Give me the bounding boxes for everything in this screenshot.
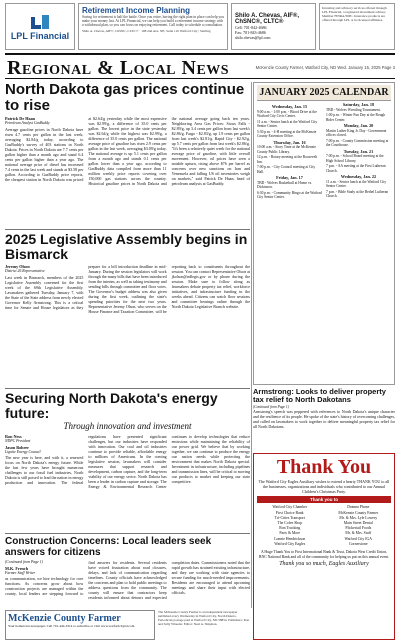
retirement-ad-title: Retirement Income Planning <box>82 6 191 15</box>
farmer-ad-name: McKenzie County Farmer <box>8 613 121 624</box>
construction-body: as communication, we hire technology for core functions. As concerns grow about how construction projects are managed within the county, local leaders are stepping forward to find answers for residents. Several residents have voiced frustration about road closures, delays, and lack of communication regarding timelines. County officials have acknowledged the concerns and plan to hold public meetings to address questions from the community. The county will ensure that contractors keep residents informed about detours and expected completion dates. Commissioners noted that the rapid growth has strained existing infrastructure, and they are working with state agencies to secure funding for much-needed improvements. Residents are encouraged to attend upcoming meetings and share their input with elected officials. <box>5 560 250 600</box>
calendar-event: Martin Luther King Jr. Day - Government offices closed. <box>326 128 387 137</box>
lpl-logo-icon <box>29 13 51 31</box>
farmer-ad-text: Your hometown newspaper. Call 701-444-3314 to subscribe or visit www.watfordcitynd.com <box>8 624 135 628</box>
calendar-event: 7:00 p.m. - City Council meeting at City Hall. <box>257 165 316 174</box>
divider <box>5 388 250 389</box>
sponsor-name: First Choice Bank <box>275 510 304 515</box>
calendar-day-heading: Wednesday, Jan. 22 <box>340 174 377 179</box>
thank-you-bar: Thank you to <box>257 496 391 503</box>
legislative-body-columns <box>5 264 250 385</box>
armstrong-cont: (Continued from Page 1) <box>253 405 289 409</box>
farmer-ad <box>5 610 155 640</box>
thank-you-list <box>257 505 391 547</box>
thank-you-title: Thank You <box>276 456 372 478</box>
gas-prices-byline: Patrick De Haan <box>5 116 36 121</box>
calendar-event: TBD - Wolves Basketball at Home vs. Dickinson. <box>257 180 313 189</box>
energy-byline-2: Jason Bohrer <box>5 444 30 450</box>
gas-prices-article <box>5 82 250 226</box>
divider <box>5 229 250 230</box>
lpl-logo <box>5 3 75 50</box>
energy-article <box>5 391 250 531</box>
armstrong-headline: Armstrong: Looks to deliver property tax relief to North Dakotans <box>253 388 386 404</box>
calendar-event: 11 a.m. - Senior lunch at the Watford City Senior Center. <box>257 119 318 128</box>
calendar-event: 11 a.m. - Senior lunch at the Watford City Senior Center. <box>326 179 387 188</box>
construction-body-columns <box>5 560 250 608</box>
calendar-event: 7:00 p.m. - School Board meeting at the High School Library. <box>326 154 384 163</box>
sponsor-name: Mr. & Mrs. Lyle Lowery <box>339 515 378 520</box>
advisor-phone: Cell: 701-842-4686 <box>235 25 267 30</box>
sponsor-name: Parts & More <box>279 531 301 536</box>
calendar-event: 7:00 p.m. - County Commission meeting at the Courthouse. <box>326 138 389 147</box>
section-header <box>5 53 395 79</box>
lpl-logo-text: LPL Financial <box>10 30 70 41</box>
energy-body: The new year is here, and with it, a renewed focus on North Dakota's energy future. While the last few years have brought numerous challenges to our fossil fuel industries, North Dakota is still poised to lead the nation in energy production and innovation. The federal regulations have presented significant challenges, but our industries have responded with innovation. Our coal and oil industries continue to provide reliable, affordable energy to millions of Americans. In the coming legislative session, lawmakers will consider measures that support research and development, carbon capture, and the long-term viability of our energy sector. North Dakota has been a leader in carbon capture and storage. The Energy & Environmental Research Center continues to develop technologies that reduce emissions while maintaining the reliability of our power grid. We believe that by working together, we can continue to produce the energy our nation needs while protecting the environment that makes North Dakota special. Investment in infrastructure, including pipelines and transmission lines, will be critical to moving our products to market and keeping our state competitive. <box>5 434 250 489</box>
calendar-event: 1:00 p.m. - Winter Fun Day at the Rough Rider Center. <box>326 113 386 122</box>
sponsor-name: Watford City Eagles <box>274 541 306 546</box>
armstrong-article <box>253 388 395 450</box>
thank-you-column-2 <box>326 505 392 547</box>
gas-prices-body: Average gasoline prices in North Dakota have risen 4.7 cents per gallon in the last week, averaging $2.84/g today, according to GasBuddy's survey of 403 stations in North Dakota. Prices in North Dakota are 7.7 cents per gallon higher than a month ago and stand 6.4 cents per gallon higher than a year ago. The national average price of diesel has increased 7.4 cents in the last week and stands at $3.58 per gallon. According to GasBuddy price reports, the cheapest station in North Dakota was priced at $2.64/g yesterday while the most expensive was $2.99/g, a difference of 35.0 cents per gallon. The lowest price in the state yesterday was $2.64/g while the highest was $2.99/g, a difference of 35.0 cents per gallon. The national average price of gasoline has risen 2.9 cents per gallon in the last week, averaging $3.09/g today. The national average is up 5.1 cents per gallon from a month ago and stands 0.1 cents per gallon lower than a year ago, according to GasBuddy data compiled from more than 11 million weekly price reports covering over 150,000 gas stations across the country. Historical gasoline prices in North Dakota and the national average going back ten years. Neighboring Area Gas Prices: Sioux Falls - $2.89/g, up 3.4 cents per gallon from last week's $2.86/g. Fargo - $2.83/g, up 1.9 cents per gallon from last week's $2.81/g. Rapid City - $2.92/g, up 5.7 cents per gallon from last week's $2.86/g. "It's been a relatively quiet week for the national average price of gasoline, with little overall movement. However, oil prices have seen a notable upturn, rising above $76 per barrel as concerns over new sanctions on Iran and Venezuela and falling US oil inventories weigh on markets," said Patrick De Haan, head of petroleum analysis at GasBuddy. <box>5 116 250 186</box>
calendar-entries <box>257 103 391 201</box>
calendar-event: 9:00 a.m. - 1:00 p.m. - Blood Drive at the Watford City Civic Center. <box>257 109 317 118</box>
divider <box>5 533 250 534</box>
legislative-article <box>5 232 250 385</box>
advisor-name: Shilo A. Chevas, AIF®, ChSNC®, CLTC® <box>235 13 299 25</box>
energy-role: NDPC President <box>5 439 31 443</box>
gas-prices-body-columns <box>5 116 250 226</box>
advisor-contact <box>231 3 316 50</box>
legislative-body: Last week in Bismarck, members of the 2025 Legislative Assembly convened for the first week of the 69th Legislative Assembly. Lawmakers gathered Tuesday, January 7, with the State of the State address from newly elected Governor Kelly Armstrong. This is a critical time for Senate and House legislators as they prepare for a bill introduction deadline in mid-January. During the session legislators will work through the many bills that have been introduced from the interim, as well as taking testimony and sending bills through committee and floor votes. The Governor's budget address was also given during the first week, outlining the state's spending priorities for the next two years. Representative Jeremy Olson, who serves on the House Finance and Taxation Committee, will be reporting back to constituents throughout the session. You can contact Representative Olson at jkolson@ndlegis.gov or by phone during the session. Make sure to follow along as lawmakers debate property tax relief, workforce initiatives, and infrastructure funding in the weeks ahead. Citizens can watch floor sessions and committee hearings online through the North Dakota Legislative Branch website. <box>5 264 250 314</box>
energy-headline: Securing North Dakota's energy future: <box>5 391 218 421</box>
sponsor-name: McKenzie County Farmer <box>338 510 379 515</box>
top-ad-strip <box>5 3 395 50</box>
advisor-email: shilo.chevas@lpl.com <box>235 35 271 40</box>
issue-meta: McKenzie County Farmer, Watford City, ND Wed. January 15, 2025 Page 3 <box>255 65 395 70</box>
calendar-box <box>253 82 395 385</box>
sponsor-name: Tri-Cities Transport <box>274 515 305 520</box>
sponsor-name: Watford City Chamber <box>272 505 308 510</box>
energy-role-2: Lignite Energy Council <box>5 449 41 454</box>
thank-you-ad <box>253 453 395 640</box>
sponsor-name: The Cofee Shop <box>277 521 303 525</box>
construction-headline: Construction Concerns: Local leaders seek answers for citizens <box>5 536 212 558</box>
calendar-title: JANUARY 2025 CALENDAR <box>257 85 391 101</box>
construction-article <box>5 536 250 608</box>
calendar-event: TBD - Wolves Wrestling Tournament. <box>326 107 381 112</box>
sponsor-name: Mr. & Mrs. Stuff <box>345 531 372 536</box>
calendar-day-heading: Wednesday, Jan. 15 <box>271 104 308 109</box>
calendar-event: 7 p.m. - AA meeting at the First Lutheran Church. <box>326 164 386 173</box>
section-title: Regional & Local News <box>7 57 230 79</box>
thank-you-signature: Thank you so much, Eagles Auxiliary <box>279 561 369 568</box>
calendar-day-heading: Friday, Jan. 17 <box>276 175 303 180</box>
energy-body-columns <box>5 434 250 531</box>
thank-you-footer: A Huge Thank You to First International Bank & Trust, Dakota West Credit Union, BNC National Bank and all of the community for helping us put on this annual event. <box>258 550 390 559</box>
sponsor-name: Lonnie Hendrickson <box>274 536 306 541</box>
calendar-event: 12 p.m. - Rotary meeting at the Roosevelt Inn. <box>257 155 318 164</box>
retirement-ad <box>78 3 228 50</box>
gas-prices-headline: North Dakota gas prices continue to rise <box>5 82 245 114</box>
calendar-event: 5:30 p.m. - 4-H meeting at the McKenzie County Extension Office. <box>257 129 317 138</box>
calendar-day-heading: Thursday, Jan. 16 <box>273 139 306 145</box>
legislative-role: District 26 Representative <box>5 269 45 273</box>
sponsor-name: Watford City IGA <box>344 536 373 541</box>
retirement-ad-body: Saving for retirement is half the battle. Once you retire, having the right plan in place can help you make your money last. At LPL Financial, we can help you build a retirement income strategy with a withdrawal plan, so you can focus on enjoying retirement. Call today to schedule a consultation. <box>82 15 224 28</box>
calendar-day-heading: Monday, Jan. 20 <box>343 123 374 128</box>
gas-prices-role: Petroleum Analyst GasBuddy <box>5 121 50 125</box>
calendar-day-heading: Tuesday, Jan. 21 <box>343 148 374 154</box>
thank-you-column-1 <box>257 505 323 547</box>
column-divider <box>251 82 252 608</box>
sponsor-name: Flickertail Foods <box>345 526 372 531</box>
advisor-fax: Fax: 701-843-4686 <box>235 30 266 35</box>
construction-byline: M.K. French <box>5 565 29 571</box>
sponsor-name: Deanna Phone <box>347 505 370 510</box>
calendar-event: 7 p.m. - Bible Study at the Bethel Lutheran Church. <box>326 189 389 198</box>
armstrong-body: Armstrong's speech was peppered with references to North Dakota's unique character and the resilience of its people. He spoke of the state's history of overcoming challenges, and called on lawmakers to work together to deliver meaningful property tax relief for all North Dakotans. <box>253 409 395 429</box>
calendar-event: 10:00 a.m. - Story Time at the McKenzie County Public Library. <box>257 145 316 154</box>
energy-byline: Ron Ness <box>5 434 22 439</box>
energy-subheadline: Through innovation and investment <box>63 421 192 431</box>
ad-disclaimer: Investing and advisory services offered through LPL Financial, a registered investment advisor, Member FINRA/SIPC. Insurance products are offered through LPL or its licensed affiliates. <box>319 3 395 50</box>
thank-you-intro: The Watford City Eagles Auxiliary wishes to extend a hearty THANK YOU to all the businesses, organizations and individuals who contributed to our Annual Children's Christmas Party. <box>258 479 390 494</box>
sponsor-name: Main Street Dental <box>343 521 373 525</box>
legislative-headline: 2025 Legislative Assembly begins in Bismarck <box>5 232 248 262</box>
construction-cont: (Continued from Page 1) <box>5 560 43 564</box>
retirement-ad-sign: Shilo A. Chevas, AIF®, ChSNC, CLTC® · 108 2nd Ave. NE, Suite 110 Watford City | Sterling <box>82 28 211 33</box>
construction-role: Farmer Staff Writer <box>5 570 36 575</box>
legislative-byline: Jeremy Olson <box>5 264 30 269</box>
sponsor-name: Cornerstone <box>348 541 368 546</box>
masthead-info: The McKenzie County Farmer is an independent newspaper published every Wednesday in Watford City, North Dakota. Periodicals postage paid at Watford City, ND 58854. Publishers: Ron and Sally Wheeler. Editor: Neal A. Shipman. <box>158 610 250 626</box>
sponsor-name: Ron Trucking <box>279 526 301 531</box>
calendar-day-heading: Saturday, Jan. 18 <box>342 102 375 107</box>
calendar-event: 6:30 p.m. - Community Bingo at the Watford City Senior Center. <box>257 190 322 199</box>
